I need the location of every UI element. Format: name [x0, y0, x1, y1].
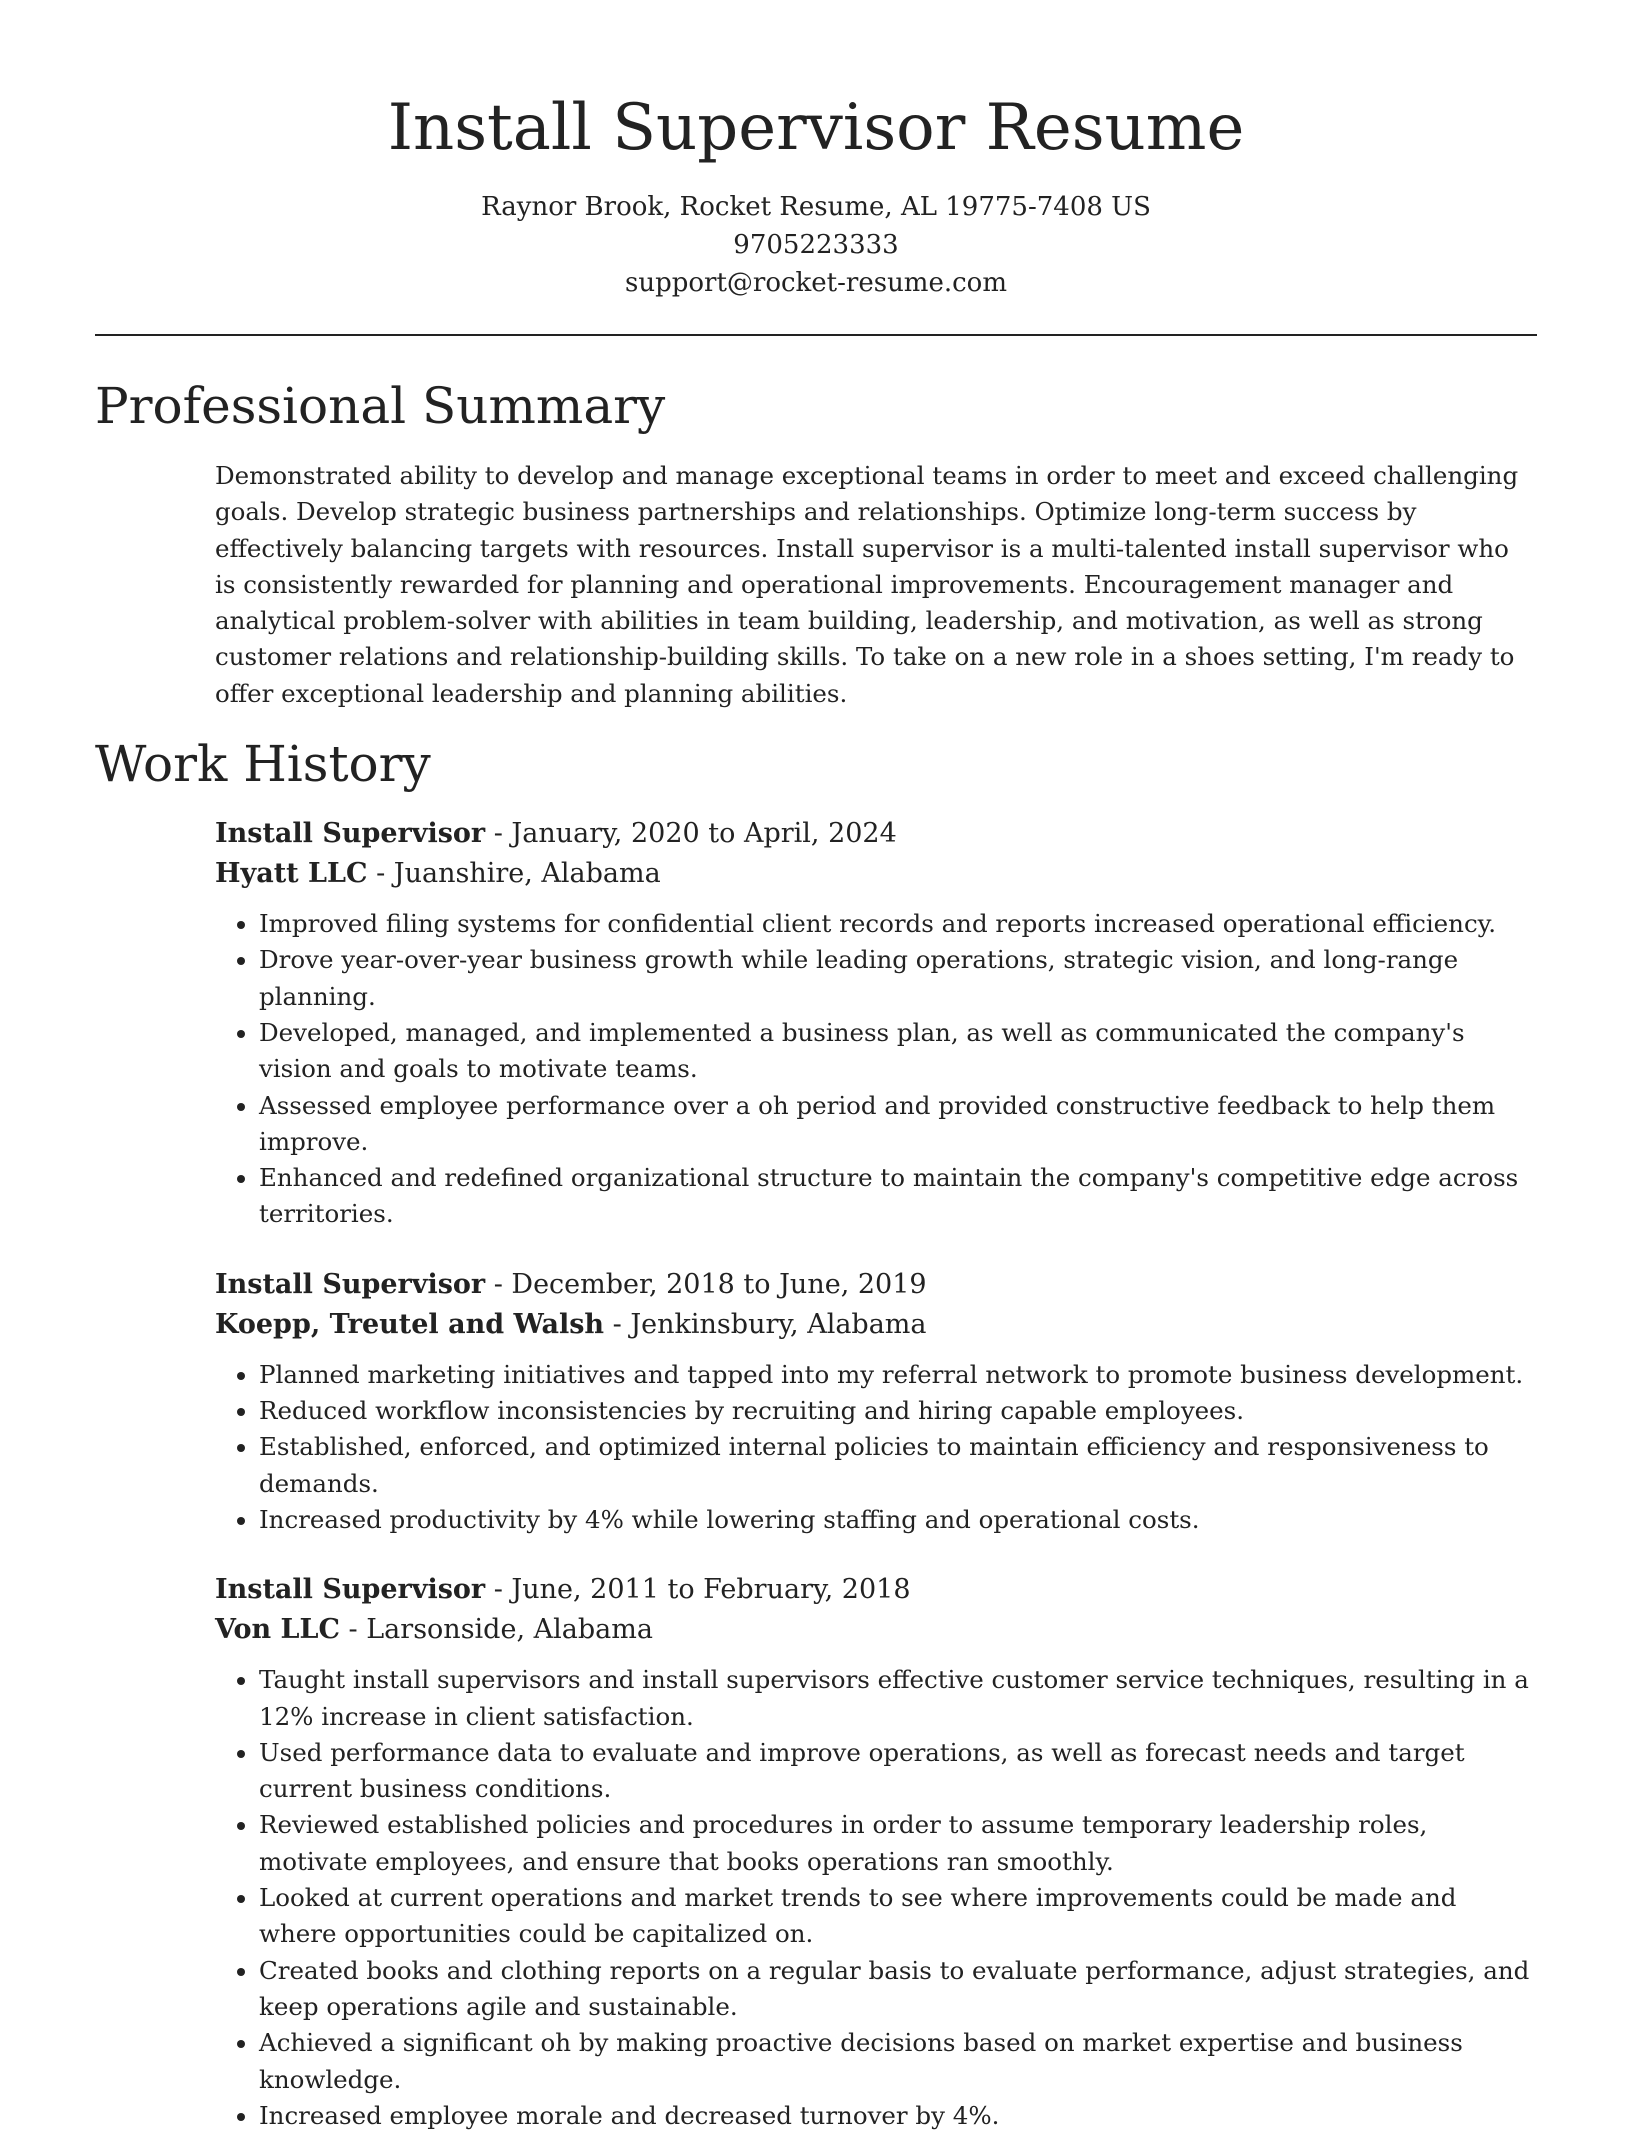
job-bullets: [215, 1357, 1537, 1538]
job-title-line: [215, 1570, 1537, 1610]
job-dates: - December, 2018 to June, 2019: [485, 1268, 927, 1300]
summary-text: Demonstrated ability to develop and manage exceptional teams in order to meet and exceed challenging goals. Develop strategic business partnerships and relationships. Optimize long-term success by effectively balancing targets with resources. Install supervisor is a multi-talented install supervisor who is consistently rewarded for planning and operational improvements. Encouragement manager and analytical problem-solver with abilities in team building, leadership, and motivation, as well as strong customer relations and relationship-building skills. To take on a new role in a shoes setting, I'm ready to offer exceptional leadership and planning abilities.: [215, 461, 1519, 708]
contact-phone: 9705223333: [733, 230, 899, 260]
job-bullet: • Improved filing systems for confidential client records and reports increased operational efficiency.: [259, 906, 1537, 942]
job-bullet: • Looked at current operations and market trends to see where improvements could be made and where opportunities could be capitalized on.: [259, 1880, 1537, 1953]
job-bullet: • Reduced workflow inconsistencies by recruiting and hiring capable employees.: [259, 1393, 1537, 1429]
resume-page: [95, 0, 1537, 2134]
job-dates: - January, 2020 to April, 2024: [485, 818, 897, 850]
job-company-line: [215, 1610, 1537, 1650]
job-bullet: • Assessed employee performance over a oh period and provided constructive feedback to help them improve.: [259, 1088, 1537, 1161]
job-location: - Juanshire, Alabama: [367, 858, 661, 890]
job-bullets: [215, 1662, 1537, 2134]
job-title: Install Supervisor: [215, 818, 486, 850]
job-bullets: [215, 906, 1537, 1233]
job-title: Install Supervisor: [215, 1268, 486, 1300]
job-bullet: • Achieved a significant oh by making proactive decisions based on market expertise and business knowledge.: [259, 2025, 1537, 2098]
job-company: Koepp, Treutel and Walsh: [215, 1308, 605, 1340]
job-dates: - June, 2011 to February, 2018: [485, 1574, 911, 1606]
job-bullet: • Planned marketing initiatives and tapped into my referral network to promote business development.: [259, 1357, 1537, 1393]
contact-email: support@rocket-resume.com: [624, 268, 1007, 298]
job-company-line: [215, 854, 1537, 894]
job-title: Install Supervisor: [215, 1574, 486, 1606]
work-history-heading: Work History: [95, 735, 431, 794]
job-bullet: • Created books and clothing reports on a regular basis to evaluate performance, adjust strategies, and keep operations agile and sustainable.: [259, 1953, 1537, 2026]
document-title: Install Supervisor Resume: [387, 91, 1245, 165]
job-bullet: • Taught install supervisors and install supervisors effective customer service techniques, resulting in a 12% increase in client satisfaction.: [259, 1662, 1537, 1735]
job-title-line: [215, 1265, 1537, 1305]
header-divider: [95, 334, 1537, 336]
job-bullet: • Drove year-over-year business growth while leading operations, strategic vision, and long-range planning.: [259, 942, 1537, 1015]
job-bullet: • Established, enforced, and optimized internal policies to maintain efficiency and responsiveness to demands.: [259, 1429, 1537, 1502]
contact-address: Raynor Brook, Rocket Resume, AL 19775-7408 US: [481, 192, 1151, 222]
summary-heading: Professional Summary: [95, 377, 666, 435]
job-company: Von LLC: [215, 1614, 340, 1646]
job-bullet: • Increased productivity by 4% while lowering staffing and operational costs.: [259, 1502, 1537, 1538]
job-location: - Jenkinsbury, Alabama: [604, 1308, 927, 1340]
job-company-line: [215, 1305, 1537, 1345]
job-entry: [215, 814, 1537, 1233]
job-bullet: • Used performance data to evaluate and improve operations, as well as forecast needs and target current business conditions.: [259, 1735, 1537, 1808]
resume-header: [95, 0, 1537, 302]
job-entry: [215, 1570, 1537, 2134]
job-location: - Larsonside, Alabama: [339, 1614, 653, 1646]
job-bullet: • Developed, managed, and implemented a business plan, as well as communicated the company's vision and goals to motivate teams.: [259, 1015, 1537, 1088]
job-company: Hyatt LLC: [215, 858, 368, 890]
job-entry: [215, 1265, 1537, 1538]
job-bullet: • Increased employee morale and decreased turnover by 4%.: [259, 2098, 1537, 2134]
job-bullet: • Enhanced and redefined organizational structure to maintain the company's competitive edge across territories.: [259, 1160, 1537, 1233]
job-title-line: [215, 814, 1537, 854]
job-bullet: • Reviewed established policies and procedures in order to assume temporary leadership roles, motivate employees, and ensure that books operations ran smoothly.: [259, 1807, 1537, 1880]
